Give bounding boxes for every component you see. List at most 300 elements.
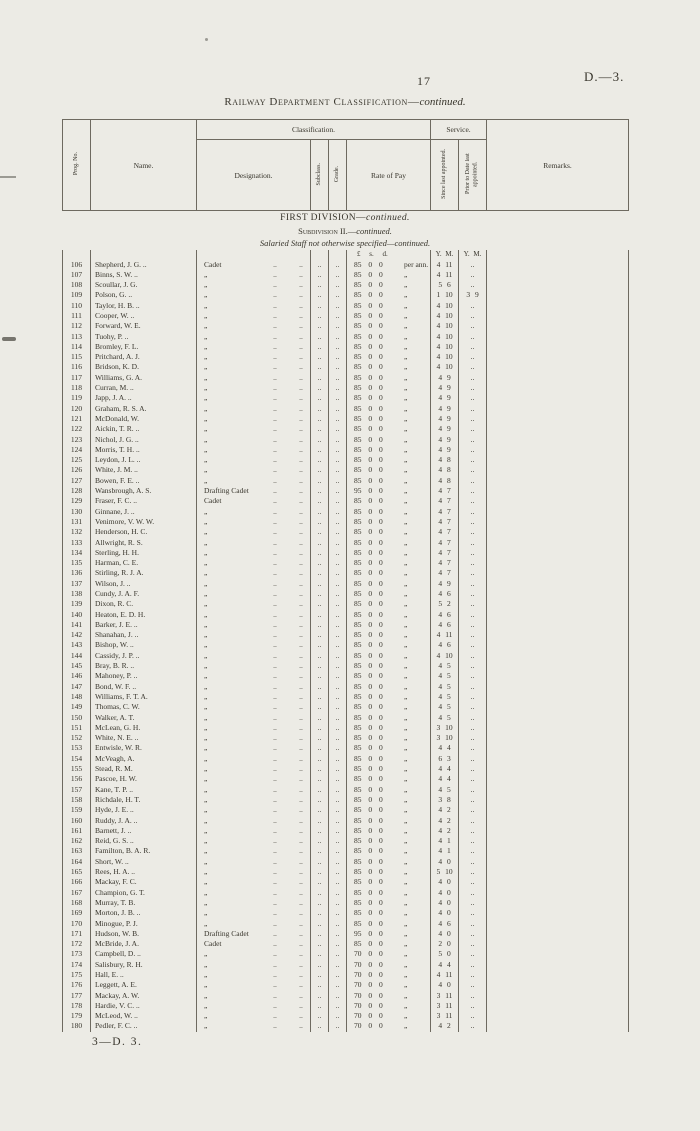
cell-rate-of-pay: 85 0 0 „ bbox=[347, 352, 431, 362]
cell-service-since: 4 2 bbox=[431, 805, 459, 815]
cell-service-prior: .. bbox=[459, 362, 487, 372]
leader-dots: .. bbox=[273, 630, 277, 640]
cell-name: Williams, F. T. A. bbox=[91, 692, 197, 702]
data-table bbox=[62, 250, 629, 1032]
cell-service-since: 4 0 bbox=[431, 888, 459, 898]
cell-rate-of-pay: 85 0 0 „ bbox=[347, 620, 431, 630]
cell-service-since: 4 5 bbox=[431, 692, 459, 702]
cell-rate-of-pay: 85 0 0 „ bbox=[347, 270, 431, 280]
cell-subclass: .. bbox=[311, 640, 329, 650]
table-row bbox=[63, 445, 629, 455]
cell-designation: „ .. .. bbox=[197, 826, 311, 836]
cell-service-prior: .. bbox=[459, 476, 487, 486]
cell-subclass: .. bbox=[311, 949, 329, 959]
cell-name: Polson, G. .. bbox=[91, 290, 197, 300]
cell-prog-no: 150 bbox=[70, 712, 83, 722]
cell-name: Hall, E. .. bbox=[91, 970, 197, 980]
cell-service-since: 4 5 bbox=[431, 682, 459, 692]
cell-service-since: 4 10 bbox=[431, 352, 459, 362]
cell-designation: „ .. .. bbox=[197, 816, 311, 826]
leader-dots: .. bbox=[299, 774, 303, 784]
table-row bbox=[63, 630, 629, 640]
table-row bbox=[63, 383, 629, 393]
cell-rate-of-pay: 85 0 0 „ bbox=[347, 332, 431, 342]
cell-remarks bbox=[487, 888, 629, 898]
cell-service-since: 6 3 bbox=[431, 754, 459, 764]
doc-reference: D.—3. bbox=[584, 69, 625, 84]
cell-service-since: 5 10 bbox=[431, 867, 459, 877]
cell-name: McLean, G. H. bbox=[91, 723, 197, 733]
cell-remarks bbox=[487, 630, 629, 640]
cell-prog-no: 169 bbox=[70, 908, 83, 918]
cell-service-since: 2 0 bbox=[431, 939, 459, 949]
leader-dots: .. bbox=[299, 321, 303, 331]
cell-designation: „ .. .. bbox=[197, 455, 311, 465]
cell-service-prior: .. bbox=[459, 743, 487, 753]
cell-name: Taylor, H. B. .. bbox=[91, 301, 197, 311]
cell-remarks bbox=[487, 836, 629, 846]
cell-grade: .. bbox=[329, 527, 347, 537]
cell-service-prior: .. bbox=[459, 898, 487, 908]
cell-prog-no: 163 bbox=[70, 846, 83, 856]
cell-rate-of-pay: 85 0 0 „ bbox=[347, 816, 431, 826]
cell-designation: „ .. .. bbox=[197, 352, 311, 362]
cell-service-prior: .. bbox=[459, 630, 487, 640]
table-row bbox=[63, 435, 629, 445]
cell-designation: Cadet .. .. bbox=[197, 496, 311, 506]
cell-name: White, N. E. .. bbox=[91, 733, 197, 743]
cell-grade: .. bbox=[329, 929, 347, 939]
cell-subclass: .. bbox=[311, 805, 329, 815]
cell-remarks bbox=[487, 362, 629, 372]
cell-prog-no: 177 bbox=[70, 990, 83, 1000]
cell-designation: „ .. .. bbox=[197, 342, 311, 352]
cell-service-prior: .. bbox=[459, 1021, 487, 1031]
cell-name: Campbell, D. .. bbox=[91, 949, 197, 959]
table-row bbox=[63, 620, 629, 630]
cell-remarks bbox=[487, 548, 629, 558]
leader-dots: .. bbox=[299, 372, 303, 382]
cell-rate-of-pay: 85 0 0 „ bbox=[347, 846, 431, 856]
cell-service-prior: .. bbox=[459, 589, 487, 599]
cell-designation: „ .. .. bbox=[197, 970, 311, 980]
cell-service-since: 4 9 bbox=[431, 424, 459, 434]
leader-dots: .. bbox=[273, 712, 277, 722]
cell-grade: .. bbox=[329, 898, 347, 908]
leader-dots: .. bbox=[273, 815, 277, 825]
leader-dots: .. bbox=[273, 568, 277, 578]
cell-remarks bbox=[487, 949, 629, 959]
cell-rate-of-pay: 85 0 0 „ bbox=[347, 908, 431, 918]
cell-grade: .. bbox=[329, 383, 347, 393]
leader-dots: .. bbox=[273, 403, 277, 413]
cell-service-since: 4 7 bbox=[431, 548, 459, 558]
cell-grade: .. bbox=[329, 311, 347, 321]
cell-subclass: .. bbox=[311, 301, 329, 311]
cell-subclass: .. bbox=[311, 404, 329, 414]
table-row bbox=[63, 867, 629, 877]
cell-service-prior: .. bbox=[459, 702, 487, 712]
cell-subclass: .. bbox=[311, 795, 329, 805]
leader-dots: .. bbox=[273, 764, 277, 774]
cell-grade: .. bbox=[329, 949, 347, 959]
table-row bbox=[63, 270, 629, 280]
cell-service-prior: .. bbox=[459, 846, 487, 856]
cell-designation: „ .. .. bbox=[197, 795, 311, 805]
cell-designation: „ .. .. bbox=[197, 589, 311, 599]
units-row bbox=[63, 250, 629, 260]
cell-designation: „ .. .. bbox=[197, 713, 311, 723]
cell-subclass: .. bbox=[311, 290, 329, 300]
cell-service-prior: .. bbox=[459, 496, 487, 506]
leader-dots: .. bbox=[299, 794, 303, 804]
cell-name: Binns, S. W. .. bbox=[91, 270, 197, 280]
cell-remarks bbox=[487, 857, 629, 867]
cell-rate-of-pay: 70 0 0 „ bbox=[347, 980, 431, 990]
cell-rate-of-pay: 85 0 0 „ bbox=[347, 517, 431, 527]
table-row bbox=[63, 754, 629, 764]
cell-name: Tuohy, P. .. bbox=[91, 332, 197, 342]
cell-prog-no: 170 bbox=[70, 918, 83, 928]
cell-service-since: 4 0 bbox=[431, 877, 459, 887]
leader-dots: .. bbox=[299, 939, 303, 949]
cell-grade: .. bbox=[329, 702, 347, 712]
cell-remarks bbox=[487, 764, 629, 774]
table-row bbox=[63, 465, 629, 475]
cell-service-since: 4 4 bbox=[431, 743, 459, 753]
cell-name: Williams, G. A. bbox=[91, 373, 197, 383]
cell-rate-of-pay: 85 0 0 „ bbox=[347, 579, 431, 589]
cell-remarks bbox=[487, 785, 629, 795]
cell-subclass: .. bbox=[311, 270, 329, 280]
cell-service-prior: .. bbox=[459, 311, 487, 321]
cell-designation: „ .. .. bbox=[197, 867, 311, 877]
cell-subclass: .. bbox=[311, 414, 329, 424]
cell-subclass: .. bbox=[311, 332, 329, 342]
cell-service-prior: .. bbox=[459, 260, 487, 270]
leader-dots: .. bbox=[299, 733, 303, 743]
cell-grade: .. bbox=[329, 908, 347, 918]
cell-designation: „ .. .. bbox=[197, 538, 311, 548]
cell-remarks bbox=[487, 486, 629, 496]
cell-name: Shanahan, J. .. bbox=[91, 630, 197, 640]
cell-designation: „ .. .. bbox=[197, 527, 311, 537]
cell-name: Sterling, H. H. bbox=[91, 548, 197, 558]
cell-service-prior: .. bbox=[459, 651, 487, 661]
table-row bbox=[63, 1021, 629, 1031]
cell-remarks bbox=[487, 270, 629, 280]
cell-grade: .. bbox=[329, 620, 347, 630]
cell-grade: .. bbox=[329, 991, 347, 1001]
cell-service-since: 4 10 bbox=[431, 311, 459, 321]
cell-name: Hyde, J. E. .. bbox=[91, 805, 197, 815]
leader-dots: .. bbox=[299, 589, 303, 598]
cell-grade: .. bbox=[329, 867, 347, 877]
cell-service-prior: .. bbox=[459, 991, 487, 1001]
cell-prog-no: 133 bbox=[70, 537, 83, 547]
cell-subclass: .. bbox=[311, 877, 329, 887]
cell-service-since: 4 6 bbox=[431, 919, 459, 929]
cell-name: Richdale, H. T. bbox=[91, 795, 197, 805]
cell-subclass: .. bbox=[311, 373, 329, 383]
cell-service-since: 4 10 bbox=[431, 651, 459, 661]
table-row bbox=[63, 877, 629, 887]
cell-remarks bbox=[487, 589, 629, 599]
cell-grade: .. bbox=[329, 713, 347, 723]
prog-no-header: Prog. No. bbox=[63, 120, 91, 211]
cell-prog-no: 174 bbox=[70, 959, 83, 969]
table-row bbox=[63, 455, 629, 465]
cell-grade: .. bbox=[329, 424, 347, 434]
leader-dots: .. bbox=[299, 867, 303, 877]
cell-name: McBride, J. A. bbox=[91, 939, 197, 949]
cell-designation: „ .. .. bbox=[197, 743, 311, 753]
cell-rate-of-pay: 95 0 0 „ bbox=[347, 929, 431, 939]
cell-subclass: .. bbox=[311, 970, 329, 980]
cell-service-since: 4 7 bbox=[431, 507, 459, 517]
cell-service-prior: .. bbox=[459, 352, 487, 362]
leader-dots: .. bbox=[299, 671, 303, 681]
cell-prog-no: 168 bbox=[70, 897, 83, 907]
leader-dots: .. bbox=[299, 310, 303, 320]
cell-service-since: 4 6 bbox=[431, 610, 459, 620]
cell-designation: „ .. .. bbox=[197, 558, 311, 568]
cell-remarks bbox=[487, 260, 629, 270]
cell-remarks bbox=[487, 713, 629, 723]
cell-subclass: .. bbox=[311, 651, 329, 661]
cell-prog-no: 120 bbox=[70, 403, 83, 413]
leader-dots: .. bbox=[273, 444, 277, 454]
cell-service-since: 4 7 bbox=[431, 486, 459, 496]
cell-prog-no: 165 bbox=[70, 867, 83, 877]
cell-service-prior: .. bbox=[459, 785, 487, 795]
leader-dots: .. bbox=[299, 362, 303, 372]
cell-service-prior: .. bbox=[459, 579, 487, 589]
cell-service-prior: .. bbox=[459, 949, 487, 959]
cell-service-since: 4 6 bbox=[431, 640, 459, 650]
cell-service-since: 4 0 bbox=[431, 908, 459, 918]
cell-rate-of-pay: 85 0 0 „ bbox=[347, 836, 431, 846]
cell-subclass: .. bbox=[311, 620, 329, 630]
cell-subclass: .. bbox=[311, 445, 329, 455]
leader-dots: .. bbox=[273, 980, 277, 990]
cell-rate-of-pay: 70 0 0 „ bbox=[347, 949, 431, 959]
cell-prog-no: 142 bbox=[70, 630, 83, 640]
cell-prog-no: 134 bbox=[70, 547, 83, 557]
cell-subclass: .. bbox=[311, 311, 329, 321]
leader-dots: .. bbox=[299, 764, 303, 774]
cell-service-since: 4 9 bbox=[431, 414, 459, 424]
cell-designation: „ .. .. bbox=[197, 898, 311, 908]
table-row bbox=[63, 743, 629, 753]
cell-grade: .. bbox=[329, 599, 347, 609]
table-row bbox=[63, 991, 629, 1001]
table-row bbox=[63, 373, 629, 383]
cell-designation: „ .. .. bbox=[197, 857, 311, 867]
cell-name: Heaton, E. D. H. bbox=[91, 610, 197, 620]
table-row bbox=[63, 568, 629, 578]
cell-designation: „ .. .. bbox=[197, 908, 311, 918]
table-row bbox=[63, 1001, 629, 1011]
cell-rate-of-pay: 85 0 0 „ bbox=[347, 630, 431, 640]
leader-dots: .. bbox=[299, 341, 303, 351]
cell-grade: .. bbox=[329, 538, 347, 548]
table-row bbox=[63, 362, 629, 372]
cell-service-prior: .. bbox=[459, 857, 487, 867]
leader-dots: .. bbox=[273, 424, 277, 434]
cell-remarks bbox=[487, 321, 629, 331]
leader-dots: .. bbox=[273, 589, 277, 598]
cell-prog-no: 147 bbox=[70, 681, 83, 691]
cell-service-prior: .. bbox=[459, 671, 487, 681]
leader-dots: .. bbox=[299, 444, 303, 454]
cell-grade: .. bbox=[329, 960, 347, 970]
leader-dots: .. bbox=[273, 805, 277, 815]
cell-service-since: 4 10 bbox=[431, 332, 459, 342]
table-row bbox=[63, 527, 629, 537]
cell-name: Thomas, C. W. bbox=[91, 702, 197, 712]
cell-designation: „ .. .. bbox=[197, 270, 311, 280]
cell-service-prior: .. bbox=[459, 713, 487, 723]
cell-name: Leggett, A. E. bbox=[91, 980, 197, 990]
cell-subclass: .. bbox=[311, 774, 329, 784]
table-row bbox=[63, 980, 629, 990]
cell-remarks bbox=[487, 517, 629, 527]
table-row bbox=[63, 393, 629, 403]
table-row bbox=[63, 414, 629, 424]
cell-grade: .. bbox=[329, 558, 347, 568]
grade-header: Grade. bbox=[329, 140, 347, 211]
cell-name: Stead, R. M. bbox=[91, 764, 197, 774]
cell-prog-no: 109 bbox=[70, 290, 83, 300]
cell-service-prior: .. bbox=[459, 321, 487, 331]
cell-subclass: .. bbox=[311, 1001, 329, 1011]
cell-service-since: 4 6 bbox=[431, 620, 459, 630]
leader-dots: .. bbox=[299, 784, 303, 794]
cell-rate-of-pay: 85 0 0 „ bbox=[347, 795, 431, 805]
cell-remarks bbox=[487, 970, 629, 980]
cell-service-since: 4 4 bbox=[431, 960, 459, 970]
table-row bbox=[63, 424, 629, 434]
cell-subclass: .. bbox=[311, 465, 329, 475]
leader-dots: .. bbox=[299, 887, 303, 897]
cell-name: Japp, J. A. .. bbox=[91, 393, 197, 403]
cell-service-since: 4 11 bbox=[431, 630, 459, 640]
cell-remarks bbox=[487, 960, 629, 970]
cell-rate-of-pay: 85 0 0 „ bbox=[347, 774, 431, 784]
cell-service-since: 4 0 bbox=[431, 857, 459, 867]
subclass-header: Subclass. bbox=[311, 140, 329, 211]
leader-dots: .. bbox=[273, 465, 277, 475]
cell-designation: „ .. .. bbox=[197, 805, 311, 815]
cell-grade: .. bbox=[329, 455, 347, 465]
cell-service-prior: .. bbox=[459, 939, 487, 949]
cell-prog-no: 132 bbox=[70, 527, 83, 537]
cell-name: Allwright, R. S. bbox=[91, 538, 197, 548]
cell-designation: „ .. .. bbox=[197, 1001, 311, 1011]
cell-service-since: 4 5 bbox=[431, 702, 459, 712]
cell-rate-of-pay: 85 0 0 „ bbox=[347, 507, 431, 517]
cell-service-since: 4 9 bbox=[431, 445, 459, 455]
cell-service-prior: .. bbox=[459, 1011, 487, 1021]
cell-service-prior: .. bbox=[459, 661, 487, 671]
cell-service-since: 4 5 bbox=[431, 785, 459, 795]
leader-dots: .. bbox=[273, 372, 277, 382]
cell-remarks bbox=[487, 290, 629, 300]
cell-rate-of-pay: 85 0 0 „ bbox=[347, 805, 431, 815]
cell-service-prior: .. bbox=[459, 538, 487, 548]
cell-grade: .. bbox=[329, 939, 347, 949]
cell-subclass: .. bbox=[311, 671, 329, 681]
cell-service-since: 3 11 bbox=[431, 1001, 459, 1011]
leader-dots: .. bbox=[273, 774, 277, 784]
cell-grade: .. bbox=[329, 805, 347, 815]
cell-designation: „ .. .. bbox=[197, 980, 311, 990]
cell-service-since: 4 8 bbox=[431, 476, 459, 486]
table-row bbox=[63, 888, 629, 898]
cell-subclass: .. bbox=[311, 579, 329, 589]
cell-grade: .. bbox=[329, 630, 347, 640]
cell-remarks bbox=[487, 908, 629, 918]
cell-name: Venimore, V. W. W. bbox=[91, 517, 197, 527]
leader-dots: .. bbox=[273, 918, 277, 928]
cell-name: Aickin, T. R. .. bbox=[91, 424, 197, 434]
cell-service-prior: .. bbox=[459, 568, 487, 578]
cell-designation: „ .. .. bbox=[197, 362, 311, 372]
cell-designation: „ .. .. bbox=[197, 949, 311, 959]
cell-subclass: .. bbox=[311, 630, 329, 640]
cell-prog-no: 161 bbox=[70, 825, 83, 835]
cell-rate-of-pay: 85 0 0 „ bbox=[347, 651, 431, 661]
cell-name: Cooper, W. .. bbox=[91, 311, 197, 321]
table-row bbox=[63, 476, 629, 486]
cell-service-since: 3 11 bbox=[431, 1011, 459, 1021]
cell-grade: .. bbox=[329, 836, 347, 846]
cell-designation: „ .. .. bbox=[197, 311, 311, 321]
cell-grade: .. bbox=[329, 507, 347, 517]
cell-rate-of-pay: 85 0 0 „ bbox=[347, 568, 431, 578]
cell-name: Wilson, J. .. bbox=[91, 579, 197, 589]
cell-service-since: 5 0 bbox=[431, 949, 459, 959]
cell-name: Walker, A. T. bbox=[91, 713, 197, 723]
cell-grade: .. bbox=[329, 785, 347, 795]
cell-service-since: 4 5 bbox=[431, 713, 459, 723]
cell-designation: „ .. .. bbox=[197, 682, 311, 692]
cell-subclass: .. bbox=[311, 393, 329, 403]
leader-dots: .. bbox=[299, 527, 303, 537]
leader-dots: .. bbox=[273, 475, 277, 485]
cell-remarks bbox=[487, 826, 629, 836]
cell-service-prior: .. bbox=[459, 733, 487, 743]
leader-dots: .. bbox=[299, 846, 303, 856]
cell-service-prior: .. bbox=[459, 795, 487, 805]
cell-subclass: .. bbox=[311, 991, 329, 1001]
cell-service-prior: .. bbox=[459, 342, 487, 352]
cell-remarks bbox=[487, 465, 629, 475]
cell-designation: „ .. .. bbox=[197, 960, 311, 970]
cell-prog-no: 116 bbox=[71, 362, 82, 372]
cell-remarks bbox=[487, 599, 629, 609]
cell-designation: „ .. .. bbox=[197, 548, 311, 558]
cell-rate-of-pay: 85 0 0 „ bbox=[347, 424, 431, 434]
cell-name: Scoullar, J. G. bbox=[91, 280, 197, 290]
cell-designation: „ .. .. bbox=[197, 640, 311, 650]
cell-rate-of-pay: 85 0 0 „ bbox=[347, 301, 431, 311]
cell-rate-of-pay: 85 0 0 „ bbox=[347, 888, 431, 898]
leader-dots: .. bbox=[299, 990, 303, 1000]
cell-subclass: .. bbox=[311, 764, 329, 774]
cell-subclass: .. bbox=[311, 733, 329, 743]
